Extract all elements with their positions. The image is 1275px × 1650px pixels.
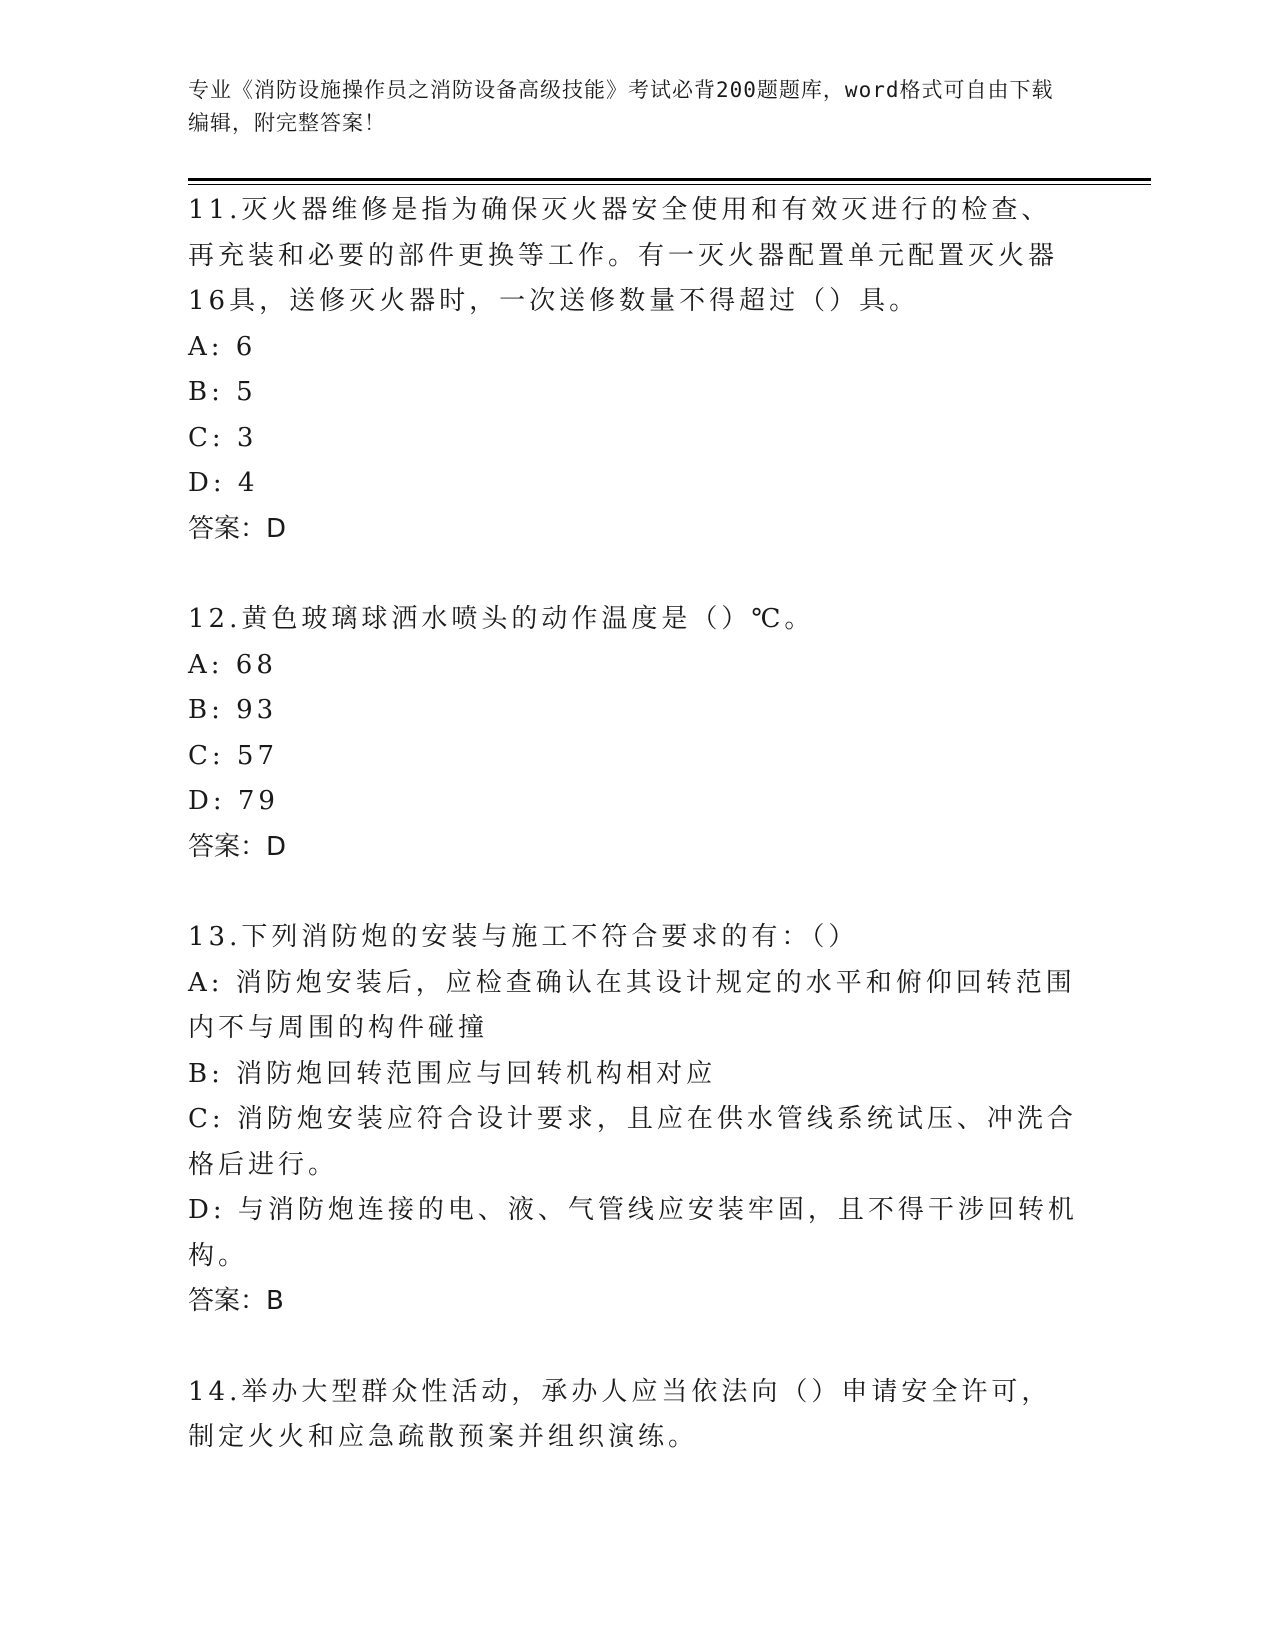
- option-c: C: 3: [188, 422, 258, 453]
- answer-line: 答案：D: [188, 513, 287, 544]
- question-13: [188, 915, 1078, 1325]
- option-b: B: 消防炮回转范围应与回转机构相对应: [188, 1058, 717, 1089]
- answer-line: 答案：B: [188, 1286, 284, 1316]
- option-c: C: 消防炮安装应符合设计要求，且应在供水管线系统试压、冲洗合格后进行。: [188, 1104, 1077, 1180]
- option-d: D: 79: [188, 786, 279, 816]
- header-divider-thick: [188, 178, 1151, 181]
- question-12: [188, 597, 1078, 870]
- option-b: B: 93: [188, 695, 278, 725]
- answer-line: 答案：D: [188, 831, 287, 862]
- question-text: 13.下列消防炮的安装与施工不符合要求的有：（）: [188, 922, 859, 952]
- header-divider-thin: [188, 184, 1151, 185]
- option-a: A: 68: [188, 649, 277, 680]
- question-14: [188, 1370, 1078, 1461]
- question-list: [188, 188, 1078, 1461]
- option-a: A: 消防炮安装后，应检查确认在其设计规定的水平和俯仰回转范围内不与周围的构件碰撞: [188, 967, 1076, 1043]
- option-a: A: 6: [188, 331, 257, 362]
- question-text: 12.黄色玻璃球洒水喷头的动作温度是（）℃。: [188, 604, 815, 634]
- question-11: [188, 188, 1078, 552]
- option-b: B: 5: [188, 377, 257, 407]
- document-header: 专业《消防设施操作员之消防设备高级技能》考试必背200题题库，word格式可自由下载编辑，附完整答案！: [188, 78, 1054, 135]
- option-d: D: 与消防炮连接的电、液、气管线应安装牢固，且不得干涉回转机构。: [188, 1195, 1078, 1271]
- question-text: 11.灭火器维修是指为确保灭火器安全使用和有效灭进行的检查、再充装和必要的部件更换等工作。有一灭火器配置单元配置灭火器16具，送修灭火器时，一次送修数量不得超过（）具。: [188, 195, 1059, 316]
- question-text: 14.举办大型群众性活动，承办人应当依法向（）申请安全许可，制定火火和应急疏散预案并组织演练。: [188, 1376, 1052, 1452]
- option-c: C: 57: [188, 740, 279, 771]
- option-d: D: 4: [188, 468, 259, 498]
